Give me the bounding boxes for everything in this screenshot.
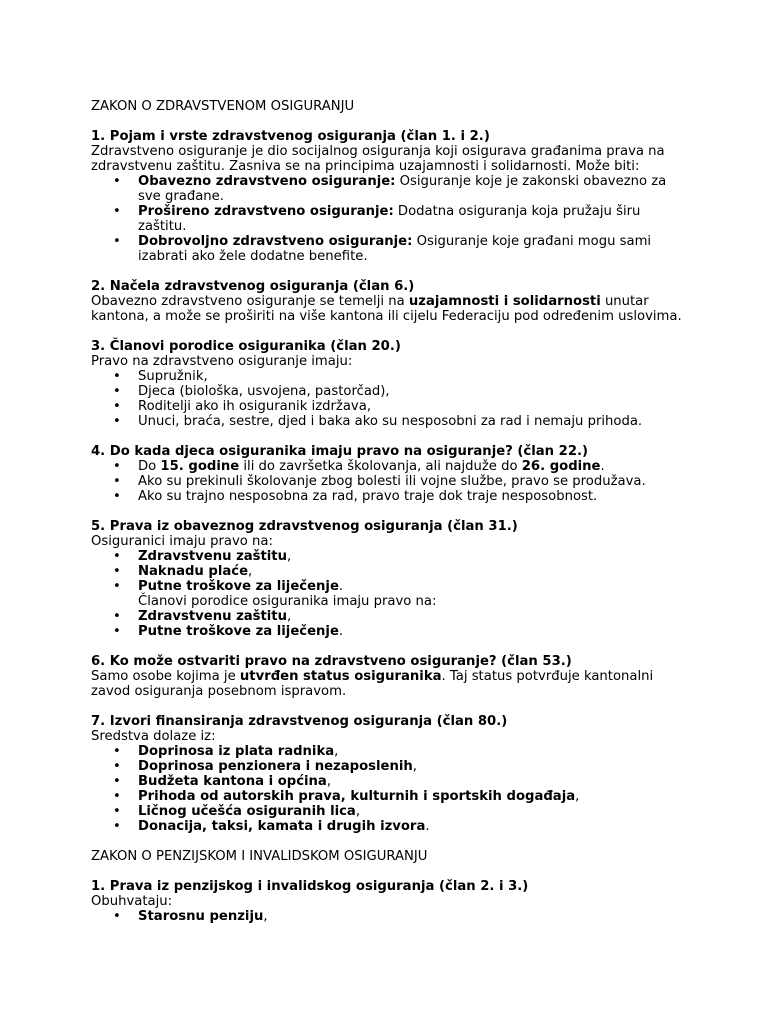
law-heading-health: ZAKON O ZDRAVSTVENOM OSIGURANJU [91,99,355,114]
list-item: • Starosnu penziju, [91,909,691,924]
law-heading-pension: ZAKON O PENZIJSKOM I INVALIDSKOM OSIGURANJU [91,849,428,864]
list-item: • Doprinosa iz plata radnika, [91,744,691,759]
list-subheading: Članovi porodice osiguranika imaju pravo na: [138,594,437,609]
list-item: • Unuci, braća, sestre, djed i baka ako su nesposobni za rad i nemaju prihoda. [91,414,691,429]
bullet-list [91,459,691,504]
section-text: Samo osobe kojima je utvrđen status osiguranika. Taj status potvrđuje kantonalni zavod osiguranja posebnom ispravom. [91,669,654,699]
section-title: 4. Do kada djeca osiguranika imaju pravo na osiguranje? (član 22.) [91,444,589,459]
section-6 [91,654,691,699]
section-3 [91,339,691,429]
section-text: Pravo na zdravstveno osiguranje imaju: [91,354,353,369]
list-item: • Prošireno zdravstveno osiguranje: Dodatna osiguranja koja pružaju širu zaštitu. [91,204,691,234]
list-item: • Zdravstvenu zaštitu, [91,549,691,564]
list-item: • Budžeta kantona i općina, [91,774,691,789]
section-5 [91,519,691,639]
list-item: • Obavezno zdravstveno osiguranje: Osiguranje koje je zakonski obavezno za sve građane. [91,174,691,204]
section-text: Zdravstveno osiguranje je dio socijalnog osiguranja koji osigurava građanima prava na zdravstvenu zaštitu. Zasniva se na principima uzajamnosti i solidarnosti. Može biti: [91,144,665,174]
list-item: • Putne troškove za liječenje. [91,579,691,594]
section-text: Obavezno zdravstveno osiguranje se temelji na uzajamnosti i solidarnosti unutar kantona, a može se proširiti na više kantona ili cijelu Federaciju pod određenim uslovima. [91,294,682,324]
bullet-list [91,369,691,429]
section-4 [91,444,691,504]
list-item: • Donacija, taksi, kamata i drugih izvora. [91,819,691,834]
section-title: 1. Prava iz penzijskog i invalidskog osiguranja (član 2. i 3.) [91,879,529,894]
list-item: • Putne troškove za liječenje. [91,624,691,639]
bullet-list [91,744,691,834]
list-item: • Ako su prekinuli školovanje zbog bolesti ili vojne službe, pravo se produžava. [91,474,691,489]
bullet-list [91,174,691,264]
list-item: • Do 15. godine ili do završetka školovanja, ali najduže do 26. godine. [91,459,691,474]
list-item: • Ličnog učešća osiguranih lica, [91,804,691,819]
section-title: 2. Načela zdravstvenog osiguranja (član 6.) [91,279,415,294]
section-title: 5. Prava iz obaveznog zdravstvenog osiguranja (član 31.) [91,519,518,534]
list-item: • Roditelji ako ih osiguranik izdržava, [91,399,691,414]
bullet-list [91,549,691,639]
list-item: • Ako su trajno nesposobna za rad, pravo traje dok traje nesposobnost. [91,489,691,504]
list-item: • Djeca (biološka, usvojena, pastorčad), [91,384,691,399]
section-2 [91,279,691,324]
list-item: • Dobrovoljno zdravstveno osiguranje: Osiguranje koje građani mogu sami izabrati ako žele dodatne benefite. [91,234,691,264]
list-item: • Naknadu plaće, [91,564,691,579]
list-item: • Zdravstvenu zaštitu, [91,609,691,624]
list-item: • Supružnik, [91,369,691,384]
bullet-list [91,909,691,924]
section-title: 1. Pojam i vrste zdravstvenog osiguranja (član 1. i 2.) [91,129,490,144]
section-7 [91,714,691,834]
list-item: • Doprinosa penzionera i nezaposlenih, [91,759,691,774]
section-text: Osiguranici imaju pravo na: [91,534,273,549]
section-title: 6. Ko može ostvariti pravo na zdravstveno osiguranje? (član 53.) [91,654,572,669]
section-1 [91,129,691,264]
section-title: 3. Članovi porodice osiguranika (član 20.) [91,339,401,354]
list-item: • Prihoda od autorskih prava, kulturnih i sportskih događaja, [91,789,691,804]
section-title: 7. Izvori finansiranja zdravstvenog osiguranja (član 80.) [91,714,508,729]
section-text: Sredstva dolaze iz: [91,729,216,744]
pension-section-1 [91,879,691,924]
section-text: Obuhvataju: [91,894,173,909]
